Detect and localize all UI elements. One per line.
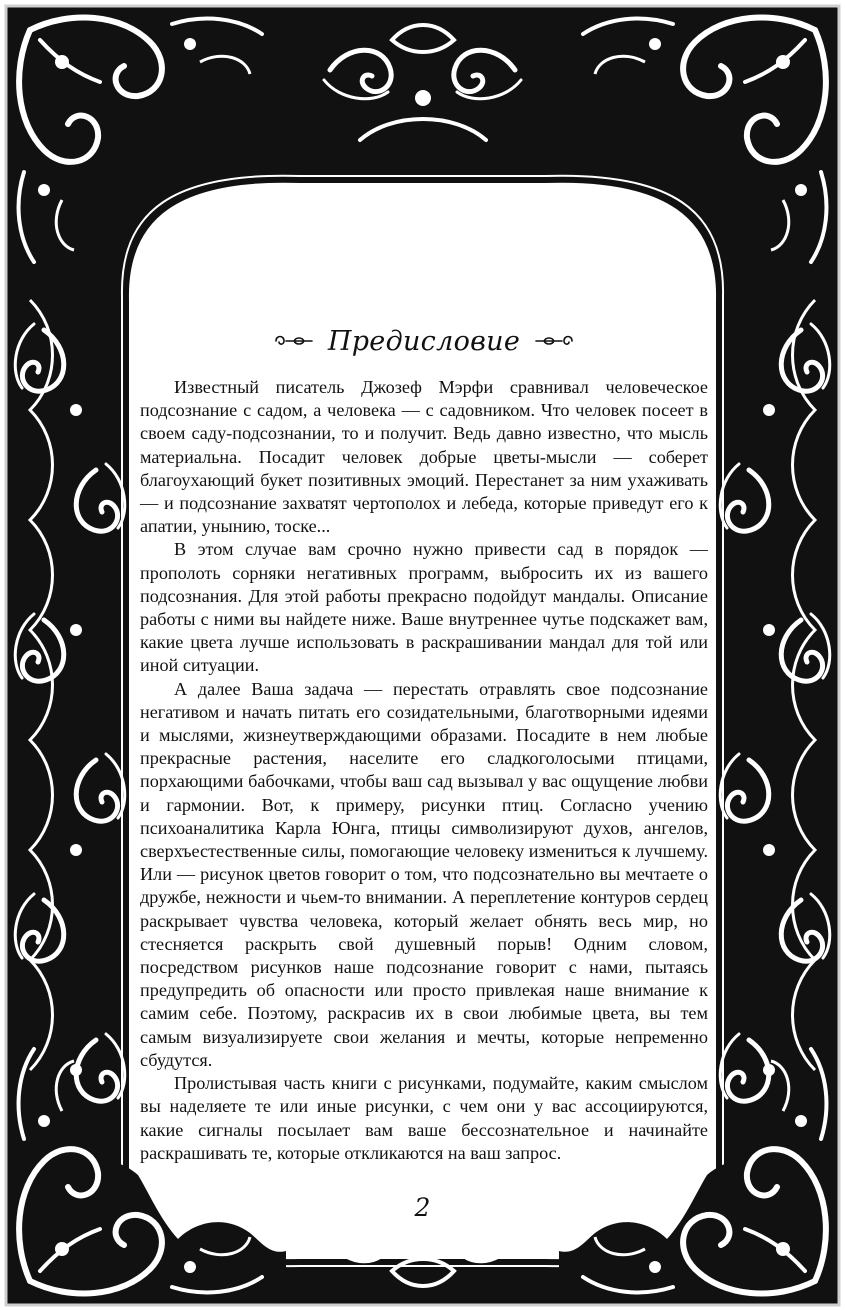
preface-content [140,318,708,1165]
paragraph: А далее Ваша задача — перестать отравлять свое подсознание негативом и начать питать его созидательными, благотворными идеями и мыслями, жизнеутверждающими образами. Посадите в нем любые прекрасные растения, населите его сладкоголосыми птицами, порхающими бабочками, чтобы ваш сад вызывал у вас ощущение любви и гармонии. Вот, к примеру, рисунки птиц. Согласно учению психоаналитика Карла Юнга, птицы символизируют духов, ангелов, сверхъестественные силы, помогающие человеку измениться к лучшему. Или — рисунок цветов говорит о том, что подсознательно вы мечтаете о дружбе, нежности и чьем-то внимании. А переплетение контуров сердец раскрывает чувства человека, который желает обнять весь мир, но стесняется раскрыть свой душевный порыв! Одним словом, посредством рисунков наше подсознание говорит с нами, пытаясь предупредить об опасности или просто привлекая наше внимание к самим себе. Поэтому, раскрасив их в свои любимые цвета, вы тем самым визуализируете свои желания и мечты, которые непременно сбудутся. [140,678,708,1070]
body-text [140,376,708,1165]
page-title: Предисловие [327,325,521,357]
swirl-flourish-icon [272,332,314,350]
paragraph: Пролистывая часть книги с рисунками, подумайте, каким смыслом вы наделяете те или иные рисунки, с чем они у вас ассоциируются, какие сигналы посылает вам ваше бессознательное и начинайте раскрашивать те, которые откликаются на ваш запрос. [140,1073,708,1163]
page-number: 2 [414,1193,431,1222]
heading-row [140,318,708,364]
paragraph: В этом случае вам срочно нужно привести сад в порядок — прополоть сорняки негативных программ, выбросить их из вашего подсознания. Для этой работы прекрасно подойдут мандалы. Описание работы с ними вы найдете ниже. Ваше внутреннее чутье подскажет вам, какие цвета лучше использовать в раскрашивании мандал для той или иной ситуации. [140,539,708,676]
paragraph: Известный писатель Джозеф Мэрфи сравнивал человеческое подсознание с садом, а человека — с садовником. Что человек посеет в своем саду-подсознании, то и получит. Ведь давно известно, что мысль материальна. Посадит человек добрые цветы-мысли — соберет благоухающий букет позитивных эмоций. Перестанет за ним ухаживать — и подсознание захватят чертополох и лебеда, которые приведут его к апатии, унынию, тоске... [140,377,708,537]
swirl-flourish-icon [534,332,576,350]
